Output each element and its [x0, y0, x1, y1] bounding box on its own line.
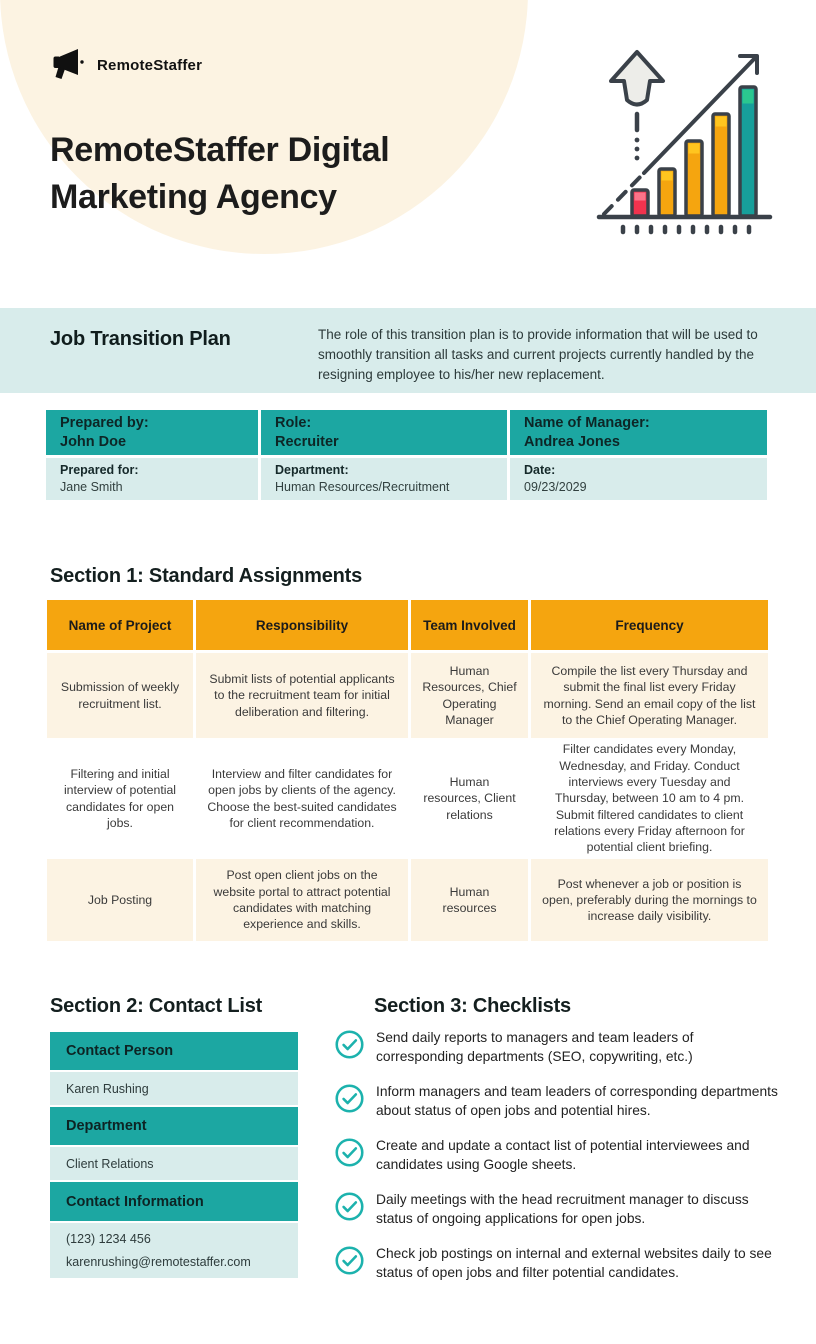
- table-cell: Filtering and initial interview of potential candidates for open jobs.: [47, 741, 193, 856]
- checklist-item-text: Send daily reports to managers and team leaders of corresponding departments (SEO, copywriting, etc.): [376, 1030, 694, 1064]
- contact-header: Department: [50, 1107, 298, 1145]
- growth-bar-chart-icon: [596, 34, 776, 247]
- column-header: Name of Project: [47, 600, 193, 650]
- column-header: Frequency: [531, 600, 768, 650]
- check-circle-icon: [334, 1029, 365, 1060]
- cell-label: Prepared by:: [60, 414, 149, 431]
- contact-email: karenrushing@remotestaffer.com: [66, 1255, 251, 1269]
- cell-label: Department:: [275, 463, 349, 477]
- table-cell: Post open client jobs on the website portal to attract potential candidates with matching experience and skills.: [196, 859, 408, 941]
- checklist-item-text: Check job postings on internal and external websites daily to see status of open jobs and filter potential candidates.: [376, 1246, 772, 1280]
- section2-heading: Section 2: Contact List: [50, 995, 263, 1017]
- check-circle-icon: [334, 1083, 365, 1114]
- table-cell: [46, 458, 258, 500]
- section1-heading: Section 1: Standard Assignments: [50, 565, 363, 587]
- cell-value: Jane Smith: [60, 480, 123, 494]
- cell-label: Role:: [275, 414, 312, 431]
- checklist-item: [334, 1029, 778, 1066]
- page-title: [50, 127, 389, 221]
- cell-value: Human Resources/Recruitment: [275, 480, 450, 494]
- contact-header: Contact Person: [50, 1032, 298, 1070]
- megaphone-icon: [52, 46, 86, 85]
- table-cell: Post whenever a job or position is open, preferably during the mornings to increase daily visibility.: [531, 859, 768, 941]
- page-title-line2: Marketing Agency: [50, 178, 337, 216]
- checklist: [334, 1029, 778, 1299]
- table-cell: Interview and filter candidates for open jobs by clients of the agency. Choose the best-suited candidates for client recommendation.: [196, 741, 408, 856]
- checklist-item-text: Create and update a contact list of potential interviewees and candidates using Google sheets.: [376, 1138, 750, 1172]
- standard-assignments-table: [47, 600, 768, 941]
- column-header: Team Involved: [411, 600, 528, 650]
- contact-phone: (123) 1234 456: [66, 1232, 151, 1246]
- cell-value: Andrea Jones: [524, 433, 620, 450]
- checklist-item: [334, 1083, 778, 1120]
- contact-list-table: [50, 1032, 298, 1278]
- cell-label: Date:: [524, 463, 556, 477]
- contact-person-name: Karen Rushing: [66, 1081, 149, 1096]
- table-cell: Filter candidates every Monday, Wednesday, and Friday. Conduct interviews every Tuesday and Thursday, between 10 am to 4 pm. Submit filtered candidates to client relations every Friday afternoon for potential client briefing.: [531, 741, 768, 856]
- checklist-item: [334, 1137, 778, 1174]
- job-transition-plan-band: [0, 308, 816, 393]
- table-cell: Submit lists of potential applicants to the recruitment team for initial deliberation and filtering.: [196, 653, 408, 738]
- brand-name: RemoteStaffer: [97, 57, 203, 74]
- check-circle-icon: [334, 1191, 365, 1222]
- cell-value: 09/23/2029: [524, 480, 587, 494]
- contact-value: [50, 1223, 298, 1278]
- cell-value: John Doe: [60, 433, 127, 450]
- check-circle-icon: [334, 1137, 365, 1168]
- section3-heading: Section 3: Checklists: [374, 995, 571, 1017]
- checklist-item-text: Inform managers and team leaders of corresponding departments about status of open jobs and potential hires.: [376, 1084, 778, 1118]
- intro-heading: Job Transition Plan: [50, 328, 231, 350]
- cell-label: Name of Manager:: [524, 414, 650, 431]
- contact-header: Contact Information: [50, 1182, 298, 1221]
- cell-label: Prepared for:: [60, 463, 139, 477]
- table-cell: [510, 410, 767, 455]
- checklist-item: [334, 1245, 778, 1282]
- brand-header: [52, 46, 202, 85]
- table-cell: Job Posting: [47, 859, 193, 941]
- prepared-by-table: [46, 410, 767, 500]
- intro-description: The role of this transition plan is to provide information that will be used to smoothly transition all tasks and current projects currently handled by the resigning employee to his/her new replacement.: [318, 327, 758, 382]
- table-cell: [261, 410, 507, 455]
- table-cell: Submission of weekly recruitment list.: [47, 653, 193, 738]
- table-cell: [261, 458, 507, 500]
- table-cell: [46, 410, 258, 455]
- checklist-item-text: Daily meetings with the head recruitment manager to discuss status of ongoing applications for open jobs.: [376, 1192, 749, 1226]
- table-cell: Human resources: [411, 859, 528, 941]
- contact-value: [50, 1147, 298, 1180]
- table-cell: Human resources, Client relations: [411, 741, 528, 856]
- contact-value: [50, 1072, 298, 1105]
- column-header: Responsibility: [196, 600, 408, 650]
- cell-value: Recruiter: [275, 433, 339, 450]
- contact-department: Client Relations: [66, 1156, 154, 1171]
- table-cell: [510, 458, 767, 500]
- check-circle-icon: [334, 1245, 365, 1276]
- page-title-line1: RemoteStaffer Digital: [50, 131, 390, 169]
- table-cell: Human Resources, Chief Operating Manager: [411, 653, 528, 738]
- table-cell: Compile the list every Thursday and submit the final list every Friday morning. Send an email copy of the list to the Chief Operating Manager.: [531, 653, 768, 738]
- checklist-item: [334, 1191, 778, 1228]
